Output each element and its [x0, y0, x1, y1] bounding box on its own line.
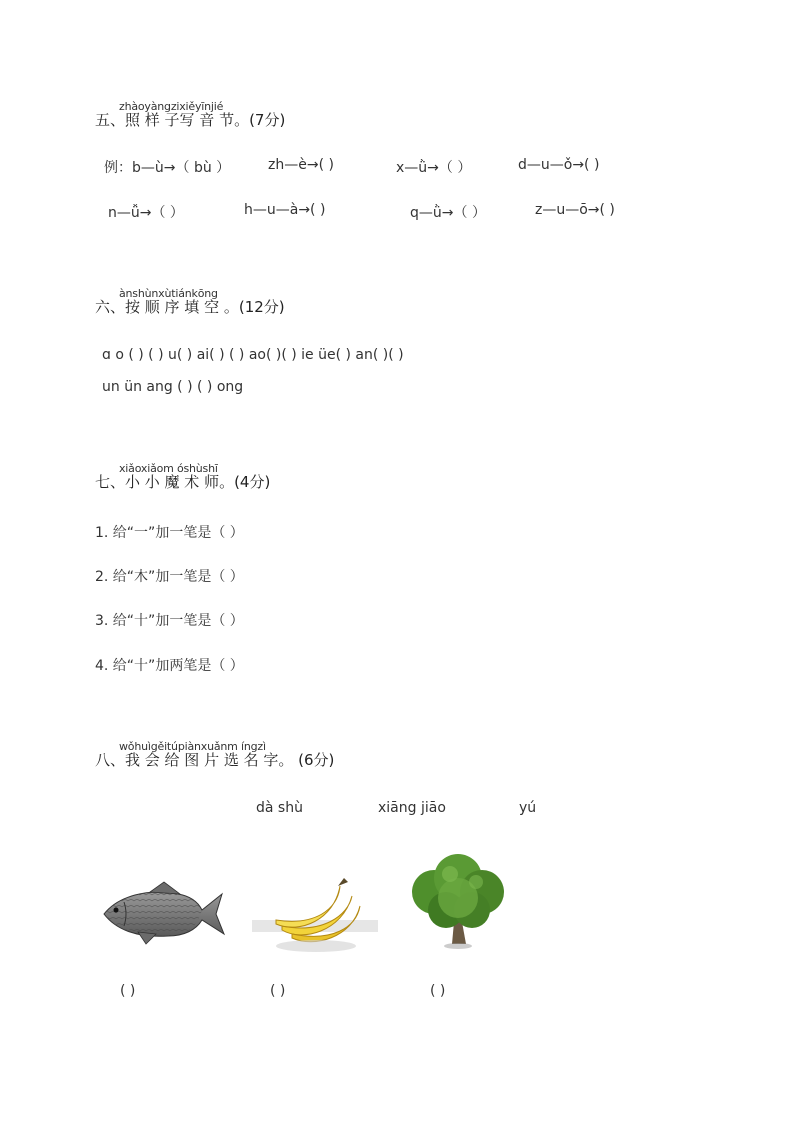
s6-row-2: un ün ang ( ) ( ) ong [102, 379, 244, 395]
s7-item-4: 4. 给“十”加两笔是（ ） [95, 658, 244, 674]
s5-item-hua: h—u—à→( ) [244, 202, 326, 218]
s5-item-x: x—ǜ→（ ） [396, 160, 472, 176]
s5-item-duo: d—u—ǒ→( ) [518, 157, 600, 173]
s5-item-example: 例：b—ù→（ bù ） [104, 160, 231, 176]
section-5-title: 五、照 样 子写 音 节。(7分) [95, 111, 286, 129]
section-7-pinyin: xiǎoxiǎom óshùshī [119, 462, 218, 475]
s5-item-q: q—ǜ→（ ） [410, 205, 486, 221]
section-6-title: 六、按 顺 序 填 空 。(12分) [95, 298, 285, 316]
option-yu: yú [519, 800, 537, 816]
section-7-title: 七、小 小 魔 术 师。(4分) [95, 473, 271, 491]
s5-item-n: n—ǚ→（ ） [108, 205, 184, 221]
s7-item-2: 2. 给“木”加一笔是（ ） [95, 569, 244, 585]
answer-blank-banana: ( ) [270, 983, 286, 999]
section-8-title: 八、我 会 给 图 片 选 名 字。 (6分) [95, 751, 335, 769]
section-6-pinyin: ànshùnxùtiánkōng [119, 287, 218, 300]
answer-blank-fish: ( ) [120, 983, 136, 999]
s6-row-1: ɑ o ( ) ( ) u( ) ai( ) ( ) ao( )( ) ie üe( ) an( )( ) [102, 347, 404, 363]
banana-image [252, 876, 382, 956]
s5-item-zuo: z—u—ō→( ) [535, 202, 615, 218]
s7-item-3: 3. 给“十”加一笔是（ ） [95, 613, 244, 629]
option-da-shu: dà shù [256, 800, 303, 816]
s5-item-zh: zh—è→( ) [268, 157, 334, 173]
section-8-pinyin: wǒhuìgěitúpiànxuǎnm íngzì [119, 740, 266, 753]
s7-item-1: 1. 给“一”加一笔是（ ） [95, 525, 244, 541]
option-xiang-jiao: xiāng jiāo [378, 800, 446, 816]
answer-blank-tree: ( ) [430, 983, 446, 999]
section-5-pinyin: zhàoyàngzixiěyīnjié [119, 100, 224, 113]
tree-image [404, 852, 514, 952]
fish-image [98, 880, 228, 950]
